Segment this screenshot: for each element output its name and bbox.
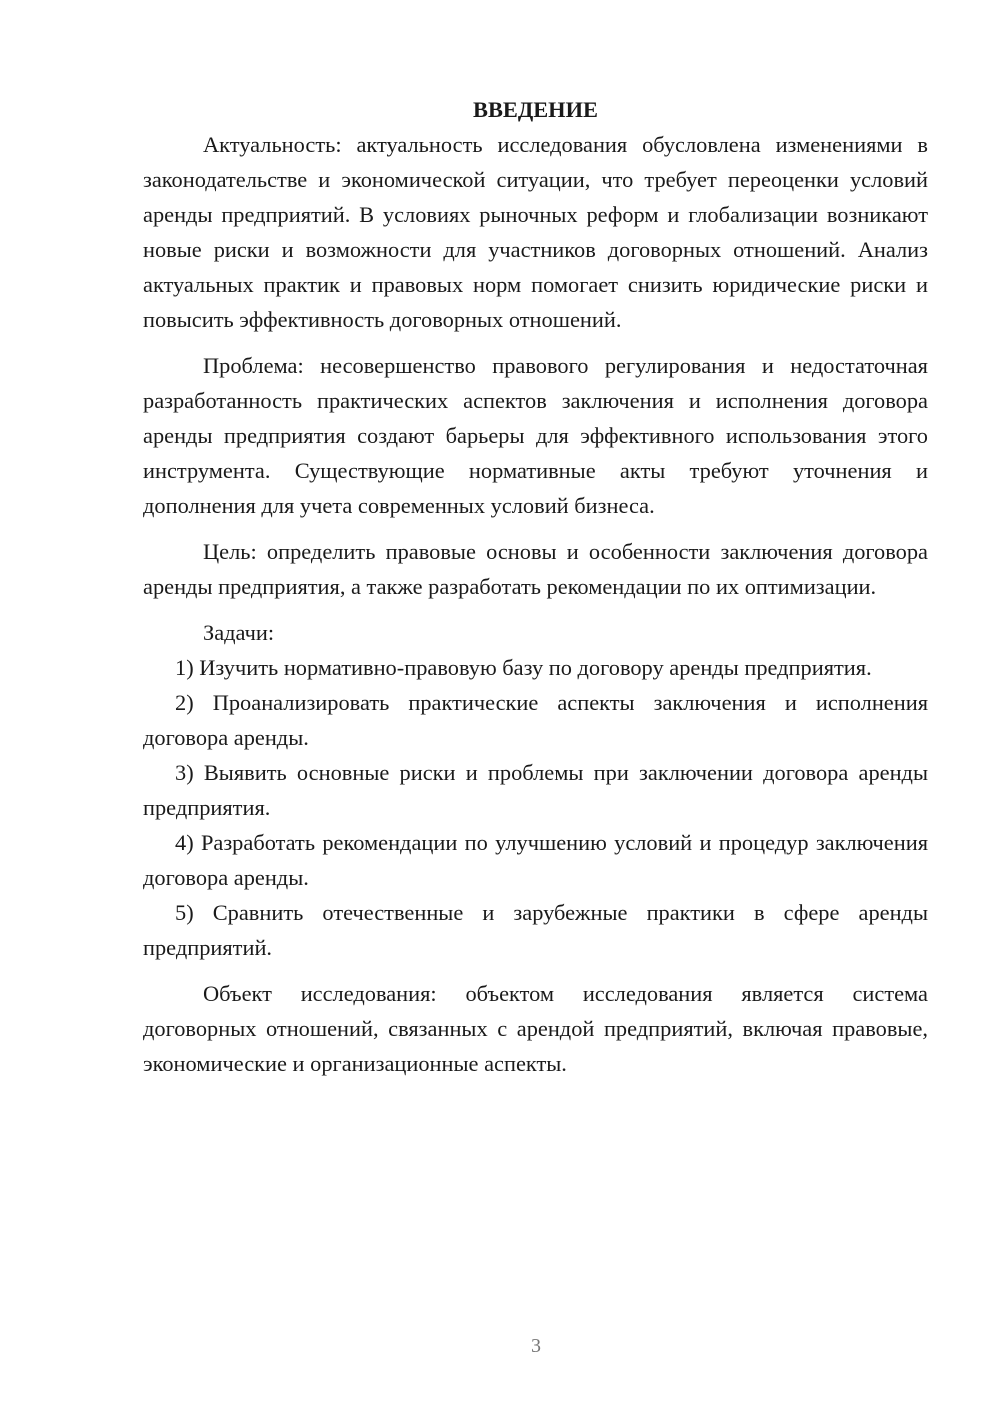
task-item-5: 5) Сравнить отечественные и зарубежные практики в сфере аренды предприятий. [143,900,928,960]
task-item-2: 2) Проанализировать практические аспекты заключения и исполнения договора аренды. [143,690,928,750]
task-item-3: 3) Выявить основные риски и проблемы при заключении договора аренды предприятия. [143,760,928,820]
tasks-label: Задачи: [203,620,275,645]
paragraph-goal: Цель: определить правовые основы и особенности заключения договора аренды предприятия, а также разработать рекомендации по их оптимизации. [143,539,928,599]
section-heading: ВВЕДЕНИЕ [473,97,598,122]
task-item-4: 4) Разработать рекомендации по улучшению условий и процедур заключения договора аренды. [143,830,928,890]
paragraph-object: Объект исследования: объектом исследования является система договорных отношений, связанных с арендой предприятий, включая правовые, экономические и организационные аспекты. [143,981,928,1076]
task-item-1: 1) Изучить нормативно-правовую базу по договору аренды предприятия. [175,655,872,680]
document-page [143,92,928,1081]
paragraph-problem: Проблема: несовершенство правового регулирования и недостаточная разработанность практических аспектов заключения и исполнения договора аренды предприятия создают барьеры для эффективного использования этого инструмента. Существующие нормативные акты требуют уточнения и дополнения для учета современных условий бизнеса. [143,353,928,518]
page-number: 3 [531,1335,541,1357]
paragraph-relevance: Актуальность: актуальность исследования обусловлена изменениями в законодательстве и экономической ситуации, что требует переоценки условий аренды предприятий. В условиях рыночных реформ и глобализации возникают новые риски и возможности для участников договорных отношений. Анализ актуальных практик и правовых норм помогает снизить юридические риски и повысить эффективность договорных отношений. [143,132,928,332]
